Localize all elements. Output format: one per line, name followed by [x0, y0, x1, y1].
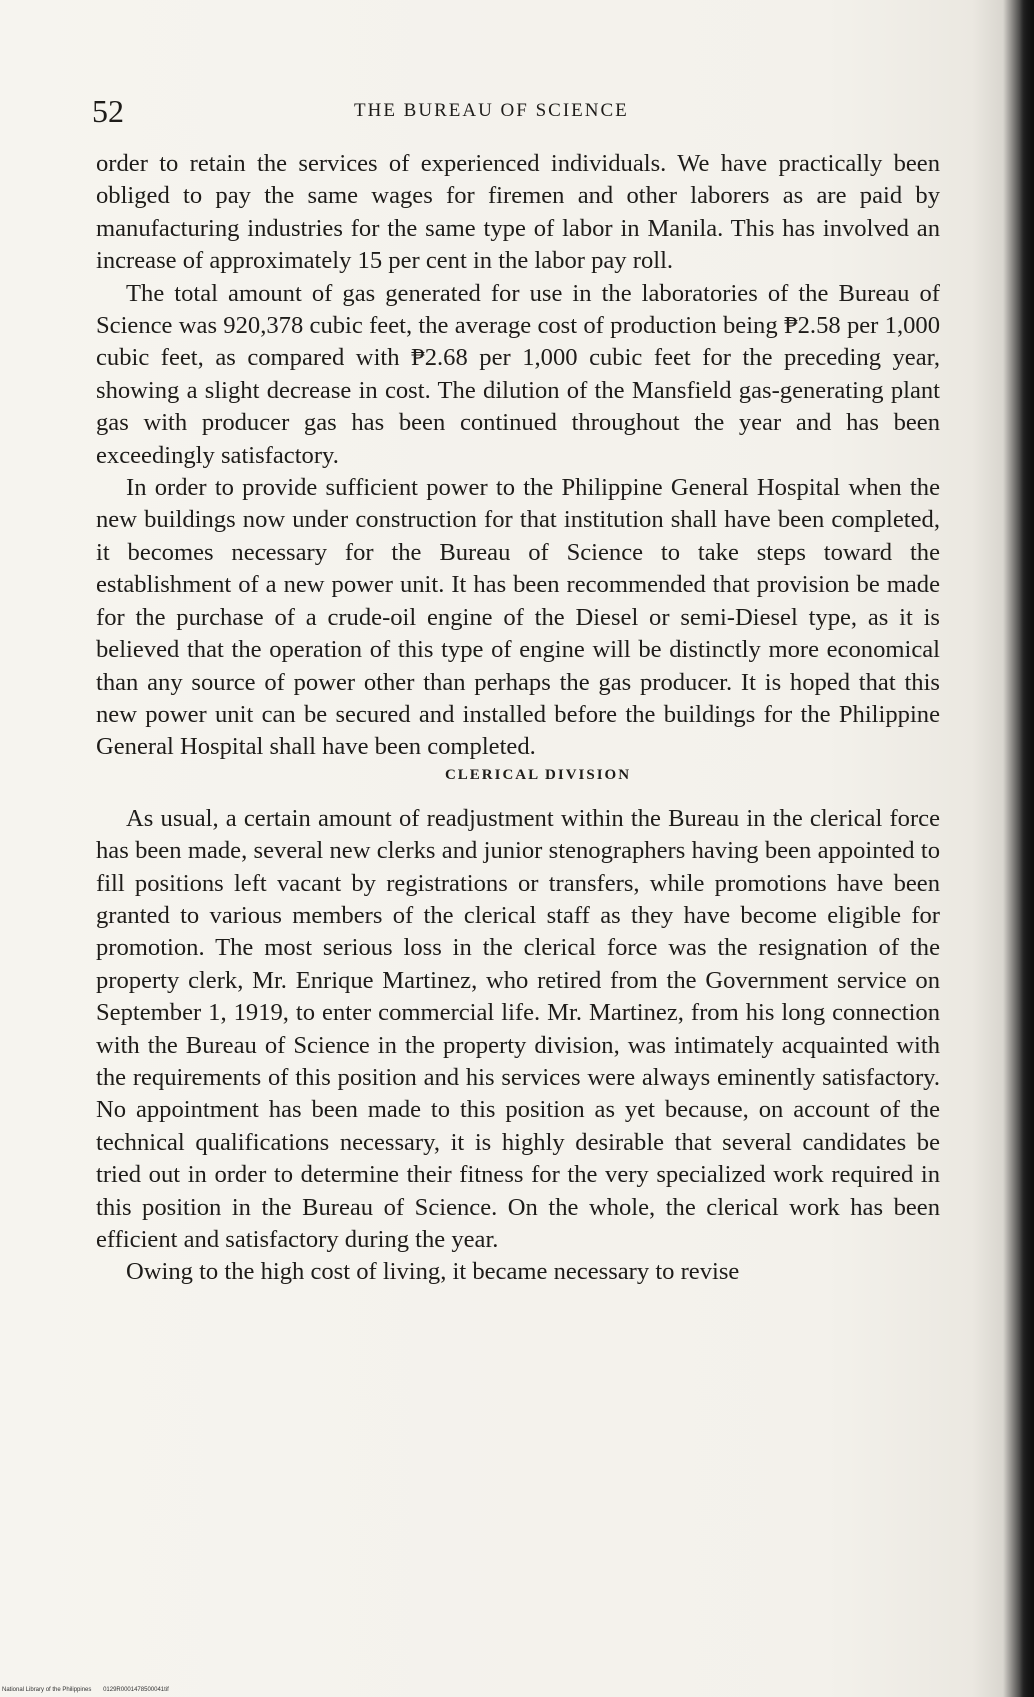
paragraph-continued: order to retain the services of experienced individuals. We have practically been obliged to pay the same wages for firemen and other laborers as are paid by manufacturing industries for the same type of labor in Manila. This has involved an increase of approximately 15 per cent in the labor pay roll.	[96, 150, 940, 275]
library-credit: National Library of the Philippines	[2, 1687, 92, 1693]
paragraph-gas-generation: The total amount of gas generated for use in the laboratories of the Bureau of Science was 920,378 cubic feet, the average cost of production being ₱2.58 per 1,000 cubic feet, as compared with ₱2.68 per 1,000 cubic feet for the preceding year, showing a slight decrease in cost. The dilution of the Mansfield gas-generating plant gas with producer gas has been continued throughout the year and has been exceedingly satisfactory.	[96, 279, 940, 469]
paragraph-cost-of-living: Owing to the high cost of living, it became necessary to revise	[126, 1258, 740, 1286]
body-text	[96, 148, 940, 1289]
scan-file-code: 0129R0001478500041tif	[103, 1687, 169, 1693]
section-heading-clerical-division: CLERICAL DIVISION	[444, 766, 632, 783]
paragraph-clerical-readjustment: As usual, a certain amount of readjustment within the Bureau in the clerical force has been made, several new clerks and junior stenographers having been appointed to fill positions left vacant by registrations or transfers, while promotions have been granted to various members of the clerical staff as they have become eligible for promotion. The most serious loss in the clerical force was the resignation of the property clerk, Mr. Enrique Martinez, who retired from the Government service on September 1, 1919, to enter commercial life. Mr. Martinez, from his long connection with the Bureau of Science in the property division, was intimately acquainted with the requirements of this position and his services were always eminently satisfactory. No appointment has been made to this position as yet because, on account of the technical qualifications necessary, it is highly desirable that several candidates be tried out in order to determine their fitness for the very specialized work required in this position in the Bureau of Science. On the whole, the clerical work has been efficient and satisfactory during the year.	[96, 804, 940, 1253]
running-head: THE BUREAU OF SCIENCE	[354, 100, 629, 121]
paragraph-power-unit: In order to provide sufficient power to the Philippine General Hospital when the new buildings now under construction for that institution shall have been completed, it becomes necessary for the Bureau of Science to take steps toward the establishment of a new power unit. It has been recommended that provision be made for the purchase of a crude-oil engine of the Diesel or semi-Diesel type, as it is believed that the operation of this type of engine will be distinctly more economical than any source of power other than perhaps the gas producer. It is hoped that this new power unit can be secured and installed before the buildings for the Philippine General Hospital shall have been completed.	[96, 474, 940, 761]
page-number: 52	[92, 93, 124, 129]
scan-credit-line	[2, 1686, 179, 1694]
page-edge-shadow	[1020, 0, 1034, 1697]
page-header	[92, 88, 942, 134]
